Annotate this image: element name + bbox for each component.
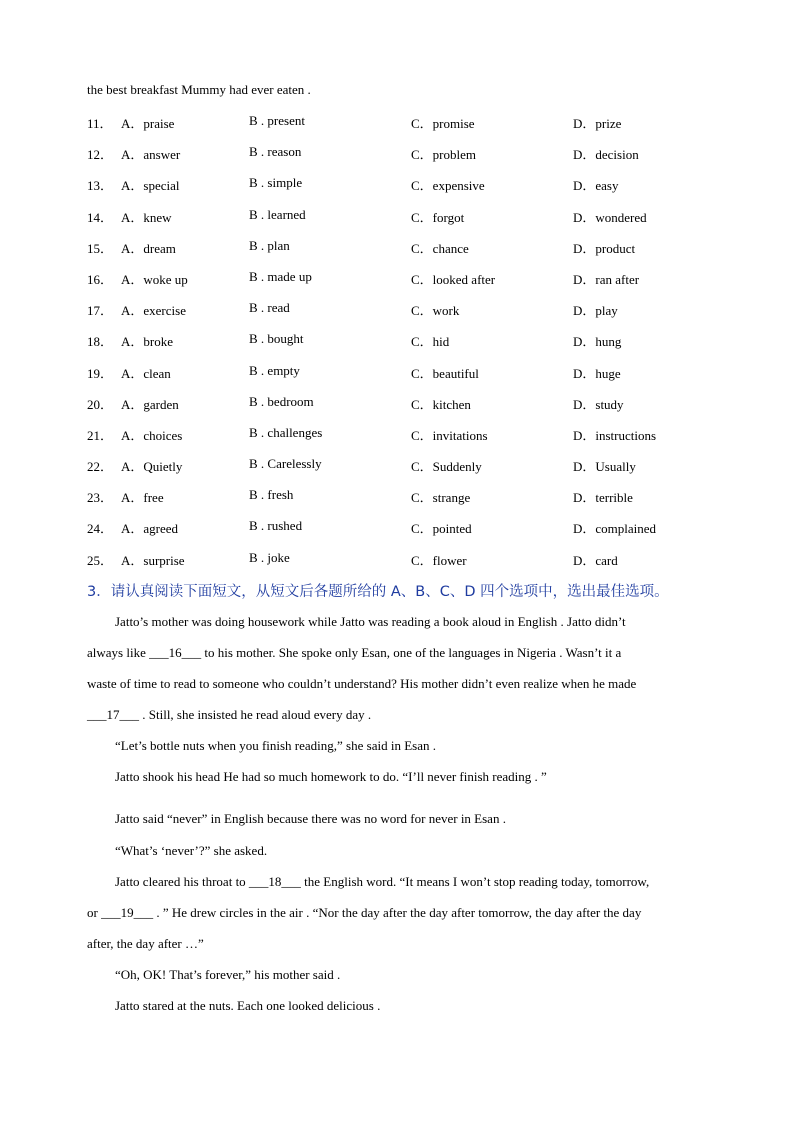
option-b: B . bought bbox=[249, 331, 304, 347]
option-c: C．expensive bbox=[411, 178, 485, 194]
question-number: 14． bbox=[87, 209, 114, 225]
option-c: C．work bbox=[411, 303, 460, 319]
option-b: B . bedroom bbox=[249, 393, 314, 409]
option-d: D．huge bbox=[573, 365, 621, 381]
option-a: A．free bbox=[121, 490, 164, 506]
passage-line: “Oh, OK! That’s forever,” his mother said . bbox=[115, 967, 341, 982]
option-a: A．special bbox=[121, 178, 180, 194]
option-d: D．study bbox=[573, 396, 624, 412]
option-c: C．forgot bbox=[411, 209, 465, 225]
option-d: D．product bbox=[573, 240, 636, 256]
option-b: B . challenges bbox=[249, 424, 323, 440]
option-b: B . rushed bbox=[249, 518, 303, 534]
option-d: D．prize bbox=[573, 116, 622, 131]
option-b: B . simple bbox=[249, 175, 303, 191]
option-b: B . reason bbox=[249, 144, 302, 160]
question-number: 11． bbox=[87, 116, 113, 131]
option-b: B . read bbox=[249, 300, 290, 316]
passage-line: Jatto’s mother was doing housework while Jatto was reading a book aloud in English . Jatto didn’t bbox=[115, 614, 626, 629]
option-c: C．strange bbox=[411, 490, 471, 506]
option-c: C．looked after bbox=[411, 271, 496, 287]
question-row bbox=[87, 425, 727, 456]
option-a: A．clean bbox=[121, 365, 171, 381]
question-number: 16． bbox=[87, 271, 114, 287]
question-row bbox=[87, 269, 727, 300]
option-b: B . present bbox=[249, 113, 305, 128]
option-c: C．problem bbox=[411, 147, 476, 163]
question-number: 18． bbox=[87, 334, 114, 350]
question-row bbox=[87, 175, 727, 206]
option-d: D．ran after bbox=[573, 271, 640, 287]
option-a: A．woke up bbox=[121, 271, 188, 287]
passage-line: “Let’s bottle nuts when you finish reading,” she said in Esan . bbox=[115, 738, 436, 753]
passage-line: Jatto shook his head He had so much homework to do. “I’ll never finish reading . ” bbox=[115, 769, 547, 784]
option-a: A．broke bbox=[121, 334, 173, 350]
option-b: B . joke bbox=[249, 549, 290, 565]
question-row bbox=[87, 300, 727, 331]
passage-line: waste of time to read to someone who couldn’t understand? His mother didn’t even realize when he made bbox=[87, 676, 637, 691]
option-a: A．praise bbox=[121, 116, 175, 131]
question-number: 13． bbox=[87, 178, 114, 194]
option-d: D．play bbox=[573, 303, 618, 319]
option-c: C．promise bbox=[411, 116, 475, 131]
option-d: D．easy bbox=[573, 178, 619, 194]
passage-line: Jatto cleared his throat to ___18___ the English word. “It means I won’t stop reading today, tomorrow, bbox=[115, 874, 650, 889]
option-a: A．dream bbox=[121, 240, 176, 256]
option-a: A．garden bbox=[121, 396, 179, 412]
option-d: D．hung bbox=[573, 334, 622, 350]
question-number: 12． bbox=[87, 147, 114, 163]
options-list bbox=[87, 113, 727, 581]
option-d: D．terrible bbox=[573, 490, 633, 506]
passage-line: ___17___ . Still, she insisted he read aloud every day . bbox=[87, 707, 372, 722]
question-number: 25． bbox=[87, 552, 114, 568]
option-c: C．invitations bbox=[411, 427, 488, 443]
option-a: A．exercise bbox=[121, 303, 186, 319]
option-d: D．Usually bbox=[573, 459, 636, 475]
option-d: D．card bbox=[573, 552, 618, 568]
section-title: 3．请认真阅读下面短文，从短文后各题所给的 A、B、C、D 四个选项中，选出最佳选项。 bbox=[87, 584, 669, 600]
option-d: D．wondered bbox=[573, 209, 647, 225]
intro-line: the best breakfast Mummy had ever eaten . bbox=[87, 82, 311, 97]
question-number: 19． bbox=[87, 365, 114, 381]
question-row bbox=[87, 456, 727, 487]
question-row bbox=[87, 113, 727, 144]
option-d: D．decision bbox=[573, 147, 639, 163]
option-b: B . made up bbox=[249, 268, 312, 284]
option-b: B . fresh bbox=[249, 487, 294, 503]
question-number: 23． bbox=[87, 490, 114, 506]
passage-line: always like ___16___ to his mother. She spoke only Esan, one of the languages in Nigeria . Wasn’t it a bbox=[87, 645, 622, 660]
question-row bbox=[87, 144, 727, 175]
option-b: B . empty bbox=[249, 362, 300, 378]
question-row bbox=[87, 238, 727, 269]
option-a: A．Quietly bbox=[121, 459, 183, 475]
option-b: B . Carelessly bbox=[249, 456, 322, 472]
option-c: C．beautiful bbox=[411, 365, 479, 381]
option-a: A．surprise bbox=[121, 552, 185, 568]
option-a: A．answer bbox=[121, 147, 181, 163]
option-c: C．chance bbox=[411, 240, 469, 256]
question-row bbox=[87, 331, 727, 362]
option-c: C．hid bbox=[411, 334, 450, 350]
question-row bbox=[87, 518, 727, 549]
question-row bbox=[87, 487, 727, 518]
option-c: C．flower bbox=[411, 552, 467, 568]
question-number: 24． bbox=[87, 521, 114, 537]
passage-line: Jatto said “never” in English because there was no word for never in Esan . bbox=[115, 811, 506, 826]
question-row bbox=[87, 394, 727, 425]
option-a: A．agreed bbox=[121, 521, 179, 537]
option-a: A．knew bbox=[121, 209, 172, 225]
question-row bbox=[87, 363, 727, 394]
question-number: 15． bbox=[87, 240, 114, 256]
option-c: C．pointed bbox=[411, 521, 472, 537]
option-b: B . plan bbox=[249, 237, 290, 253]
question-number: 22． bbox=[87, 459, 114, 475]
question-row bbox=[87, 550, 727, 581]
option-a: A．choices bbox=[121, 427, 183, 443]
question-number: 17． bbox=[87, 303, 114, 319]
passage-line: or ___19___ . ” He drew circles in the air . “Nor the day after the day after tomorrow, the day after the day bbox=[87, 905, 642, 920]
passage-line: after, the day after …” bbox=[87, 936, 204, 951]
question-row bbox=[87, 207, 727, 238]
option-d: D．complained bbox=[573, 521, 657, 537]
passage-line: Jatto stared at the nuts. Each one looked delicious . bbox=[115, 998, 381, 1013]
option-d: D．instructions bbox=[573, 427, 657, 443]
question-number: 20． bbox=[87, 396, 114, 412]
passage-line: “What’s ‘never’?” she asked. bbox=[115, 843, 268, 858]
option-c: C．kitchen bbox=[411, 396, 471, 412]
option-b: B . learned bbox=[249, 206, 306, 222]
option-c: C．Suddenly bbox=[411, 459, 482, 475]
question-number: 21． bbox=[87, 427, 114, 443]
